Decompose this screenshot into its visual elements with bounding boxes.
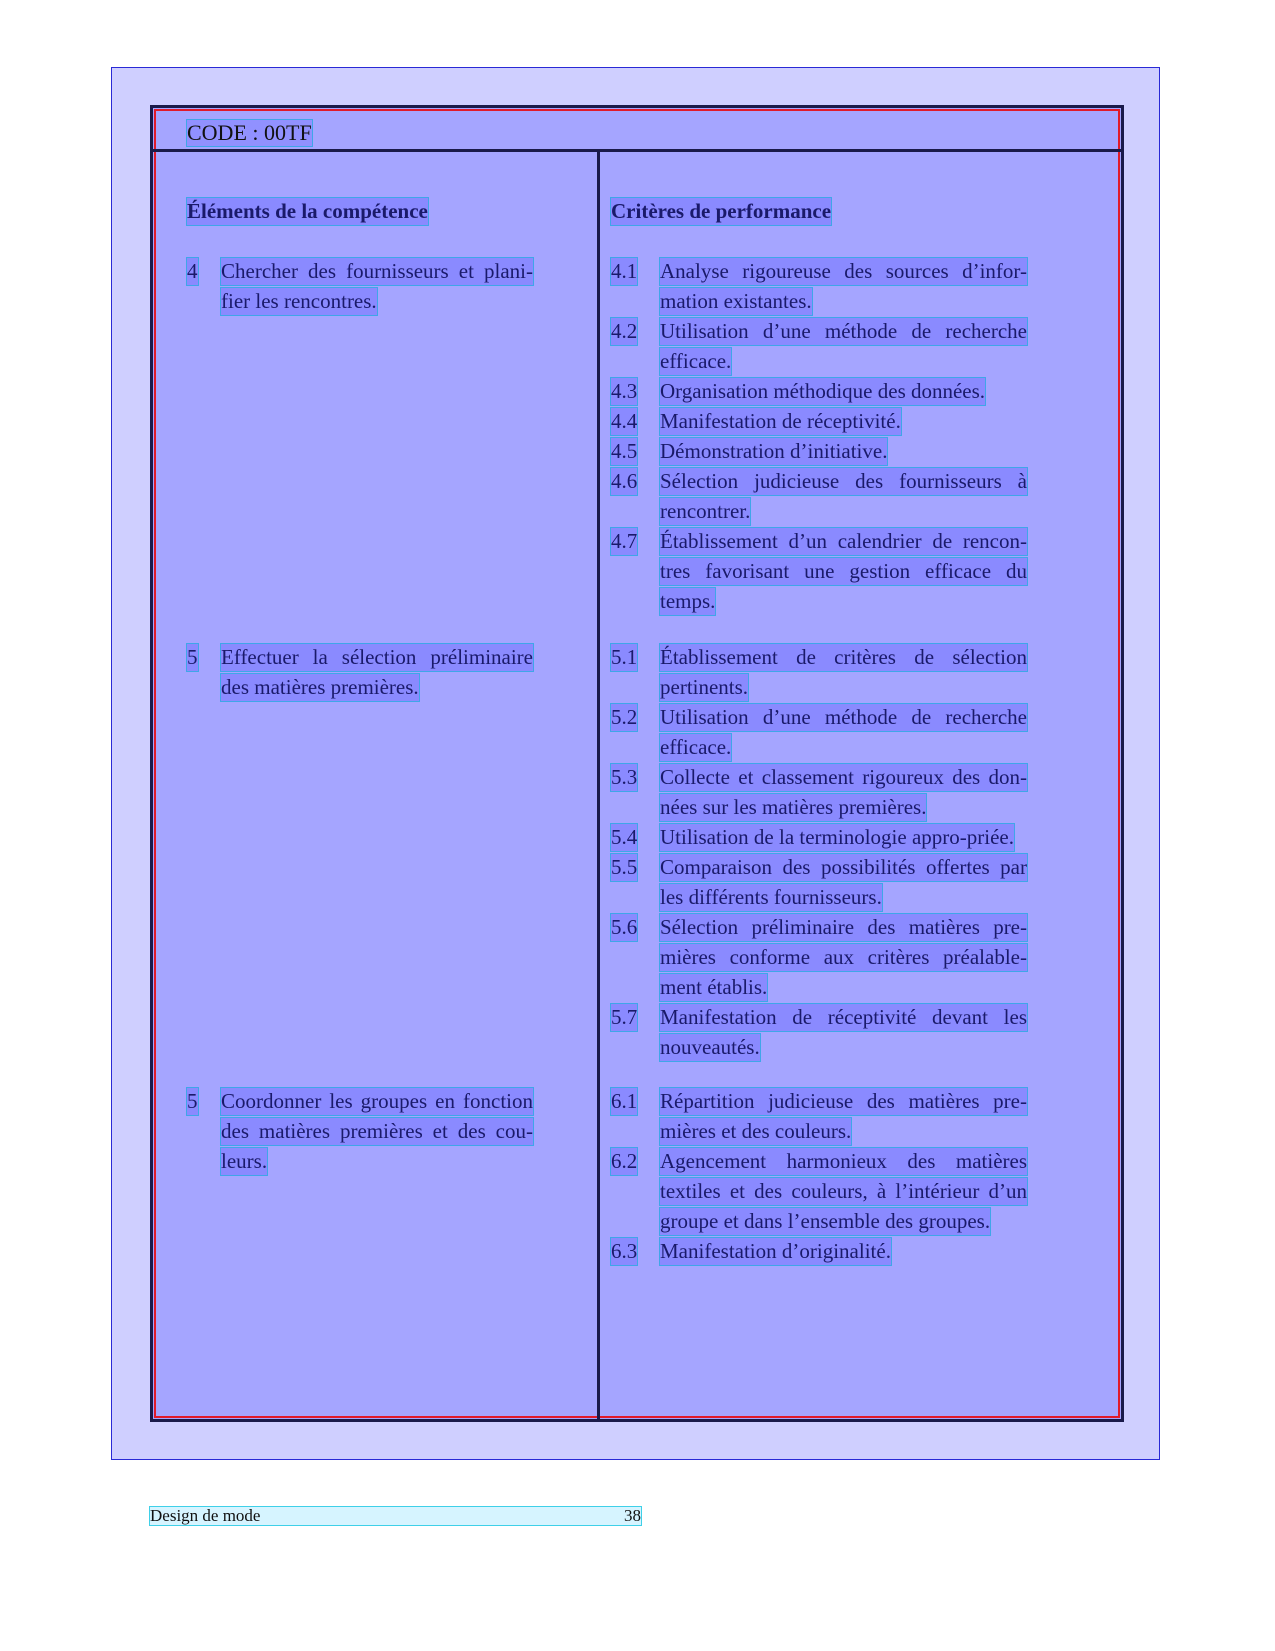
criterion-text-line: Sélection judicieuse des fournisseurs à bbox=[660, 469, 1027, 493]
element-number: 5 bbox=[187, 645, 198, 669]
footer-page-number: 38 bbox=[624, 1506, 641, 1525]
element-number: 5 bbox=[187, 1089, 198, 1113]
criterion-text-line: Manifestation d’originalité. bbox=[660, 1239, 891, 1263]
criterion-text-line: Utilisation d’une méthode de recherche bbox=[660, 319, 1027, 343]
criterion-number: 4.5 bbox=[611, 439, 638, 463]
criterion-text-line: efficace. bbox=[660, 349, 732, 373]
right-column-header: Critères de performance bbox=[611, 199, 832, 223]
criterion-number: 4.1 bbox=[611, 259, 638, 283]
criterion-text-line: pertinents. bbox=[660, 675, 749, 699]
criterion-text-line: Répartition judicieuse des matières pre- bbox=[660, 1089, 1027, 1113]
criterion-text-line: mières conforme aux critères préalable- bbox=[660, 945, 1027, 969]
criterion-text-line: Utilisation de la terminologie appro-priée. bbox=[660, 825, 1014, 849]
competence-table bbox=[150, 105, 1124, 1422]
criterion-number: 4.4 bbox=[611, 409, 638, 433]
column-divider bbox=[597, 152, 600, 1419]
criterion-number: 4.7 bbox=[611, 529, 638, 553]
criterion-number: 5.3 bbox=[611, 765, 638, 789]
element-text-line: Effectuer la sélection préliminaire bbox=[221, 645, 533, 669]
element-text-line: des matières premières et des cou- bbox=[221, 1119, 533, 1143]
element-text-line: Chercher des fournisseurs et plani- bbox=[221, 259, 533, 283]
criterion-text-line: Collecte et classement rigoureux des don- bbox=[660, 765, 1027, 789]
criterion-number: 5.6 bbox=[611, 915, 638, 939]
element-number: 4 bbox=[187, 259, 198, 283]
criterion-text-line: Manifestation de réceptivité devant les bbox=[660, 1005, 1027, 1029]
criterion-text-line: ment établis. bbox=[660, 975, 768, 999]
criterion-number: 6.2 bbox=[611, 1149, 638, 1173]
code-row bbox=[153, 108, 1121, 152]
criterion-number: 6.1 bbox=[611, 1089, 638, 1113]
criterion-text-line: Utilisation d’une méthode de recherche bbox=[660, 705, 1027, 729]
criterion-text-line: rencontrer. bbox=[660, 499, 751, 523]
criterion-text-line: efficace. bbox=[660, 735, 732, 759]
criterion-text-line: groupe et dans l’ensemble des groupes. bbox=[660, 1209, 991, 1233]
element-text-line: des matières premières. bbox=[221, 675, 419, 699]
criterion-text-line: Analyse rigoureuse des sources d’infor- bbox=[660, 259, 1027, 283]
criterion-number: 4.6 bbox=[611, 469, 638, 493]
page-footer bbox=[150, 1507, 641, 1525]
criterion-number: 5.7 bbox=[611, 1005, 638, 1029]
criterion-number: 5.2 bbox=[611, 705, 638, 729]
criterion-text-line: tres favorisant une gestion efficace du bbox=[660, 559, 1027, 583]
criterion-text-line: nées sur les matières premières. bbox=[660, 795, 927, 819]
footer-title: Design de mode bbox=[150, 1506, 261, 1525]
criterion-text-line: les différents fournisseurs. bbox=[660, 885, 882, 909]
criterion-text-line: nouveautés. bbox=[660, 1035, 760, 1059]
criterion-text-line: textiles et des couleurs, à l’intérieur d’un bbox=[660, 1179, 1027, 1203]
criterion-number: 4.3 bbox=[611, 379, 638, 403]
criterion-text-line: mières et des couleurs. bbox=[660, 1119, 852, 1143]
element-text-line: leurs. bbox=[221, 1149, 268, 1173]
criterion-text-line: Établissement d’un calendrier de rencon- bbox=[660, 529, 1027, 553]
criterion-text-line: Démonstration d’initiative. bbox=[660, 439, 888, 463]
left-column-header: Éléments de la compétence bbox=[187, 199, 428, 223]
criterion-number: 5.5 bbox=[611, 855, 638, 879]
criterion-text-line: Manifestation de réceptivité. bbox=[660, 409, 901, 433]
criterion-number: 5.1 bbox=[611, 645, 638, 669]
criterion-text-line: Établissement de critères de sélection bbox=[660, 645, 1027, 669]
element-text-line: Coordonner les groupes en fonction bbox=[221, 1089, 533, 1113]
criterion-text-line: Sélection préliminaire des matières pre- bbox=[660, 915, 1027, 939]
element-text-line: fier les rencontres. bbox=[221, 289, 377, 313]
criterion-text-line: mation existantes. bbox=[660, 289, 812, 313]
criterion-text-line: Organisation méthodique des données. bbox=[660, 379, 986, 403]
criterion-text-line: Comparaison des possibilités offertes par bbox=[660, 855, 1027, 879]
criterion-text-line: Agencement harmonieux des matières bbox=[660, 1149, 1027, 1173]
criterion-number: 5.4 bbox=[611, 825, 638, 849]
criterion-text-line: temps. bbox=[660, 589, 716, 613]
criterion-number: 6.3 bbox=[611, 1239, 638, 1263]
criterion-number: 4.2 bbox=[611, 319, 638, 343]
code-label: CODE : 00TF bbox=[187, 120, 312, 145]
